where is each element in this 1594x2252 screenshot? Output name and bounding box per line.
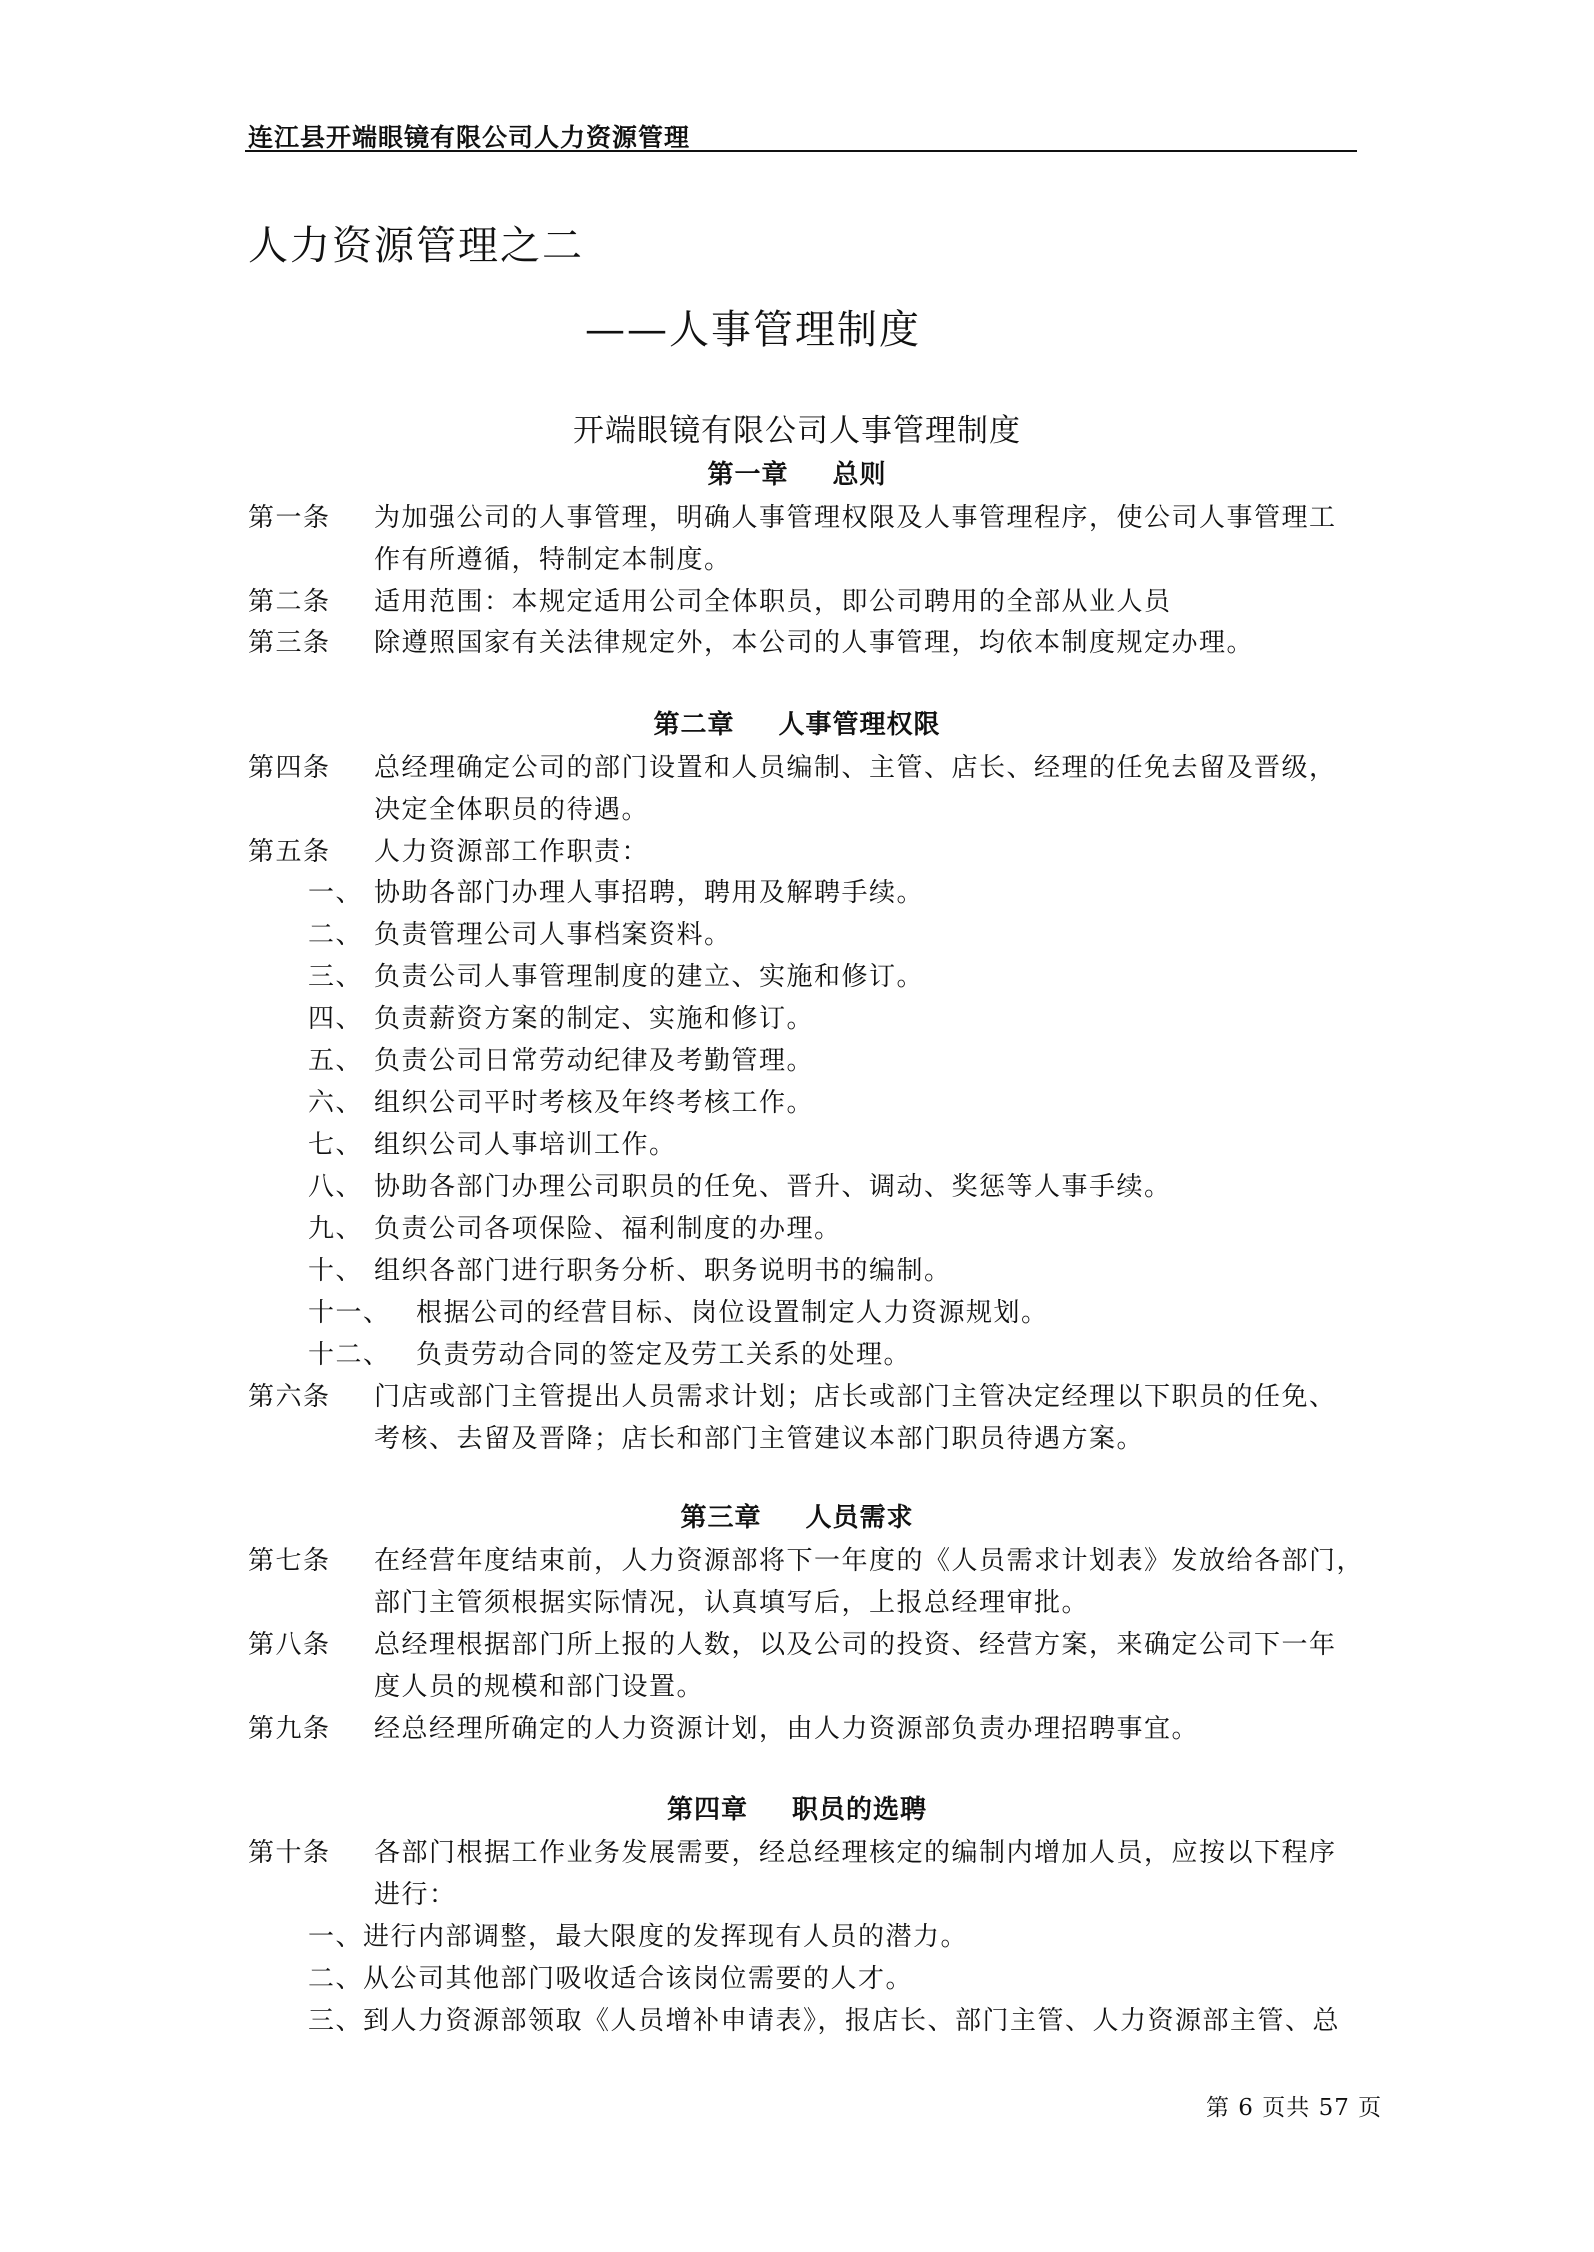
main-title: 开端眼镜有限公司人事管理制度 — [573, 413, 1021, 449]
article-text-line: 作有所遵循，特制定本制度。 — [374, 545, 732, 575]
chapter-title: 人员需求 — [805, 1503, 914, 1533]
chapter-number: 第一章 — [707, 460, 789, 490]
chapter-heading — [0, 1497, 1594, 1534]
article-text-line: 适用范围：本规定适用公司全体职员，即公司聘用的全部从业人员 — [374, 587, 1172, 617]
chapter-heading — [0, 1789, 1594, 1826]
duty-text: 负责劳动合同的签定及劳工关系的处理。 — [416, 1340, 912, 1370]
duty-text: 组织公司人事培训工作。 — [374, 1130, 677, 1160]
duty-number: 三、 — [308, 962, 364, 992]
article-label: 第一条 — [248, 503, 331, 533]
duty-number: 五、 — [308, 1046, 364, 1076]
duty-text: 负责公司人事管理制度的建立、实施和修订。 — [374, 962, 925, 992]
duty-text: 协助各部门办理公司职员的任免、晋升、调动、奖惩等人事手续。 — [374, 1172, 1172, 1202]
running-header: 连江县开端眼镜有限公司人力资源管理 — [248, 123, 691, 152]
series-title: 人力资源管理之二 — [248, 223, 584, 269]
article-label: 第四条 — [248, 753, 331, 783]
chapter-title: 总则 — [832, 460, 887, 490]
article-text-line: 在经营年度结束前，人力资源部将下一年度的《人员需求计划表》发放给各部门， — [374, 1546, 1365, 1576]
duty-number: 九、 — [308, 1214, 364, 1244]
procedure-item: 一、进行内部调整，最大限度的发挥现有人员的潜力。 — [308, 1922, 969, 1952]
duty-text: 负责管理公司人事档案资料。 — [374, 920, 732, 950]
chapter-heading — [0, 704, 1594, 741]
article-text-line: 进行： — [374, 1880, 457, 1910]
duty-number: 十、 — [308, 1256, 364, 1286]
chapter-title: 职员的选聘 — [792, 1795, 928, 1825]
article-text-line: 决定全体职员的待遇。 — [374, 795, 650, 825]
article-label: 第九条 — [248, 1714, 331, 1744]
header-rule — [245, 150, 1357, 152]
chapter-number: 第四章 — [666, 1795, 748, 1825]
duty-text: 根据公司的经营目标、岗位设置制定人力资源规划。 — [416, 1298, 1049, 1328]
chapter-number: 第二章 — [653, 710, 735, 740]
article-text-line: 人力资源部工作职责： — [374, 837, 650, 867]
article-label: 第八条 — [248, 1630, 331, 1660]
duty-text: 组织各部门进行职务分析、职务说明书的编制。 — [374, 1256, 952, 1286]
duty-number: 四、 — [308, 1004, 364, 1034]
article-label: 第三条 — [248, 628, 331, 658]
article-text-line: 考核、去留及晋降；店长和部门主管建议本部门职员待遇方案。 — [374, 1424, 1145, 1454]
duty-number: 十二、 — [308, 1340, 391, 1370]
page-number: 第 6 页共 57 页 — [1206, 2095, 1383, 2121]
article-text-line: 为加强公司的人事管理，明确人事管理权限及人事管理程序，使公司人事管理工 — [374, 503, 1337, 533]
duty-number: 六、 — [308, 1088, 364, 1118]
duty-text: 协助各部门办理人事招聘，聘用及解聘手续。 — [374, 878, 925, 908]
chapter-number: 第三章 — [680, 1503, 762, 1533]
article-text-line: 部门主管须根据实际情况，认真填写后，上报总经理审批。 — [374, 1588, 1090, 1618]
chapter-heading — [0, 454, 1594, 491]
article-label: 第五条 — [248, 837, 331, 867]
duty-number: 十一、 — [308, 1298, 391, 1328]
article-label: 第七条 — [248, 1546, 331, 1576]
chapter-title: 人事管理权限 — [778, 710, 941, 740]
article-text-line: 除遵照国家有关法律规定外，本公司的人事管理，均依本制度规定办理。 — [374, 628, 1255, 658]
article-label: 第十条 — [248, 1838, 331, 1868]
article-text-line: 经总经理所确定的人力资源计划，由人力资源部负责办理招聘事宜。 — [374, 1714, 1200, 1744]
article-text-line: 总经理根据部门所上报的人数，以及公司的投资、经营方案，来确定公司下一年 — [374, 1630, 1337, 1660]
duty-number: 七、 — [308, 1130, 364, 1160]
duty-text: 负责公司日常劳动纪律及考勤管理。 — [374, 1046, 815, 1076]
duty-text: 负责公司各项保险、福利制度的办理。 — [374, 1214, 842, 1244]
article-text-line: 门店或部门主管提出人员需求计划；店长或部门主管决定经理以下职员的任免、 — [374, 1382, 1337, 1412]
duty-text: 负责薪资方案的制定、实施和修订。 — [374, 1004, 815, 1034]
procedure-item: 二、从公司其他部门吸收适合该岗位需要的人才。 — [308, 1964, 914, 1994]
duty-text: 组织公司平时考核及年终考核工作。 — [374, 1088, 815, 1118]
article-text-line: 总经理确定公司的部门设置和人员编制、主管、店长、经理的任免去留及晋级， — [374, 753, 1337, 783]
article-text-line: 度人员的规模和部门设置。 — [374, 1672, 705, 1702]
article-text-line: 各部门根据工作业务发展需要，经总经理核定的编制内增加人员，应按以下程序 — [374, 1838, 1337, 1868]
document-subtitle: ——人事管理制度 — [585, 307, 921, 353]
duty-number: 一、 — [308, 878, 364, 908]
duty-number: 八、 — [308, 1172, 364, 1202]
duty-number: 二、 — [308, 920, 364, 950]
article-label: 第六条 — [248, 1382, 331, 1412]
article-label: 第二条 — [248, 587, 331, 617]
procedure-item: 三、到人力资源部领取《人员增补申请表》，报店长、部门主管、人力资源部主管、总 — [308, 2006, 1341, 2036]
